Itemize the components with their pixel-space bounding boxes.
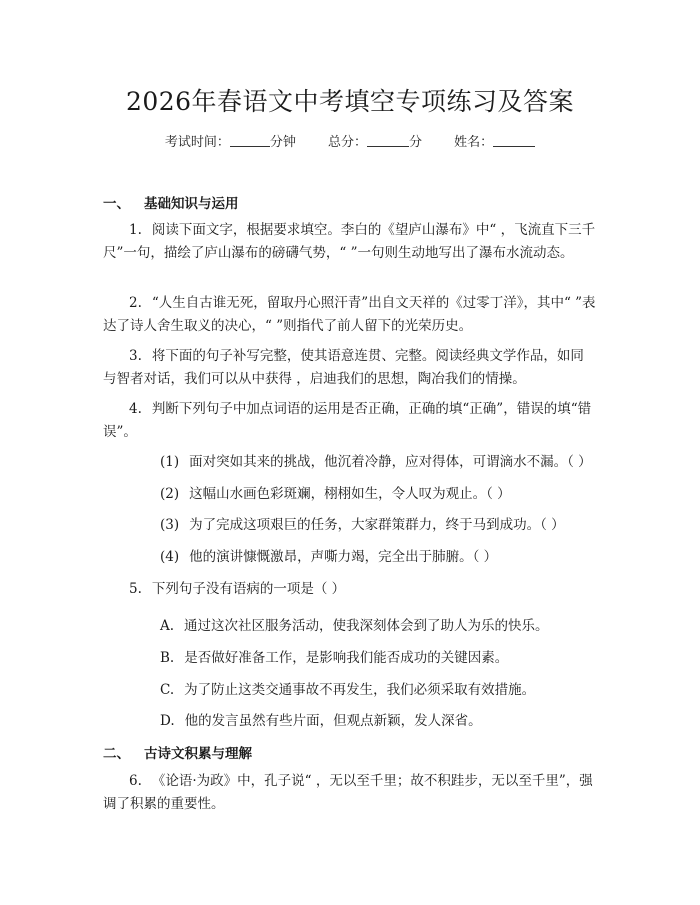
item-label: (4)	[160, 549, 180, 565]
question-4-item	[160, 547, 497, 567]
exam-time-unit: 分钟	[269, 135, 296, 150]
item-text: 这幅山水画色彩斑斓，栩栩如生，令人叹为观止。（ ）	[189, 486, 511, 502]
total-score	[328, 135, 426, 150]
item-text: 他的演讲慷慨激昂，声嘶力竭，完全出于肺腑。（ ）	[189, 549, 498, 565]
question-5-option-d	[160, 709, 482, 729]
question-text: “人生自古谁无死，留取丹心照汗青”出自文天祥的《过零丁洋》，其中“ ”表达了诗人舍生取义的决心，“ ”则指代了前人留下的光荣历史。	[103, 295, 596, 334]
option-text: 是否做好准备工作，是影响我们能否成功的关键因素。	[184, 650, 509, 666]
question-4-item	[160, 484, 511, 504]
total-score-label: 总分：	[327, 135, 367, 150]
question-text: 将下面的句子补写完整，使其语意连贯、完整。阅读经典文学作品，如同与智者对话，我们可以从中获得 ，启迪我们的思想，陶冶我们的情操。	[103, 348, 584, 387]
section-title: 古诗文积累与理解	[144, 746, 252, 762]
question-2	[103, 292, 597, 338]
question-5	[103, 578, 597, 601]
section-title: 基础知识与运用	[144, 196, 239, 212]
option-label: A.	[160, 618, 175, 634]
exam-time	[165, 135, 300, 150]
question-text: 《论语·为政》中，孔子说“ ，无以至千里；故不积跬步，无以至千里”，强调了积累的重要性。	[103, 773, 593, 812]
question-6	[103, 770, 597, 816]
page-title: 2026年春语文中考填空专项练习及答案	[125, 87, 575, 116]
question-4-item	[160, 452, 592, 472]
question-text: 阅读下面文字，根据要求填空。李白的《望庐山瀑布》中“ ，飞流直下三千尺”一句，描绘了庐山瀑布的磅礴气势，“ ”一句则生动地写出了瀑布水流动态。	[103, 222, 596, 261]
question-1	[103, 219, 597, 265]
question-3	[103, 345, 597, 391]
question-text: 判断下列句子中加点词语的运用是否正确，正确的填“正确”，错误的填“错误”。	[103, 401, 592, 440]
option-label: C.	[160, 682, 175, 698]
section-heading-2	[103, 742, 252, 762]
question-4-item	[160, 515, 565, 535]
item-label: (2)	[160, 486, 180, 502]
section-number: 二、	[103, 746, 130, 762]
option-text: 通过这次社区服务活动，使我深刻体会到了助人为乐的快乐。	[184, 618, 549, 634]
item-text: 为了完成这项艰巨的任务，大家群策群力，终于马到成功。（ ）	[189, 517, 565, 533]
question-number: 4.	[129, 401, 142, 417]
item-label: (3)	[160, 517, 180, 533]
question-number: 5.	[129, 581, 142, 597]
question-5-option-a	[160, 614, 549, 634]
option-text: 他的发言虽然有些片面，但观点新颖，发人深省。	[184, 713, 482, 729]
question-number: 2.	[129, 295, 142, 311]
section-heading-1	[103, 192, 239, 212]
option-label: D.	[160, 713, 175, 729]
total-score-unit: 分	[409, 135, 423, 150]
item-label: (1)	[160, 454, 180, 470]
item-text: 面对突如其来的挑战，他沉着冷静，应对得体，可谓滴水不漏。（ ）	[189, 454, 592, 470]
student-name	[454, 135, 535, 150]
student-name-blank[interactable]	[493, 134, 535, 147]
option-label: B.	[160, 650, 175, 666]
section-number: 一、	[103, 196, 130, 212]
question-5-option-c	[160, 678, 535, 698]
total-score-blank[interactable]	[367, 134, 409, 147]
exam-info-line	[0, 131, 700, 150]
question-number: 6.	[129, 773, 142, 789]
exam-time-blank[interactable]	[230, 134, 270, 147]
student-name-label: 姓名：	[454, 135, 494, 150]
question-number: 3.	[129, 348, 142, 364]
exam-time-label: 考试时间：	[164, 135, 230, 150]
question-number: 1.	[129, 222, 142, 238]
question-4	[103, 398, 597, 444]
question-text: 下列句子没有语病的一项是（ ）	[151, 581, 346, 597]
option-text: 为了防止这类交通事故不再发生，我们必须采取有效措施。	[184, 682, 536, 698]
question-5-option-b	[160, 646, 508, 666]
